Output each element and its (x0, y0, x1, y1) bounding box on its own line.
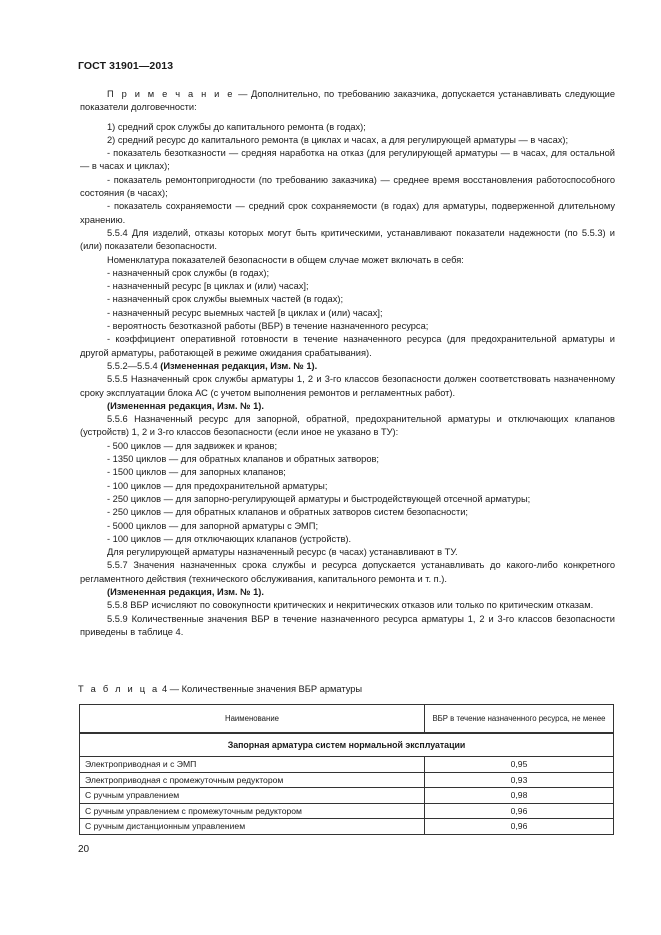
table-header-row (80, 705, 614, 734)
row-value: 0,96 (425, 819, 614, 835)
list-item: - 100 циклов — для отключающих клапанов (устройств). (107, 533, 352, 544)
row-name: С ручным управлением (80, 788, 425, 804)
paragraph: 5.5.6 Назначенный ресурс для запорной, обратной, предохранительной арматуры и отключающих клапанов (устройств) 1, 2 и 3-го классов безопасности (если иное не указано в ТУ): (80, 414, 615, 438)
list-item: - 250 циклов — для обратных клапанов и обратных затворов систем безопасности; (107, 507, 468, 518)
paragraph: - показатель сохраняемости — средний срок сохраняемости (в годах) для арматуры, подверженной длительному хранению. (80, 201, 615, 225)
list-item: - 500 циклов — для задвижек и кранов; (107, 440, 278, 451)
table-row (80, 772, 614, 788)
table-caption-label: Т а б л и ц а (78, 684, 160, 694)
amendment-note-text: (Измененная редакция, Изм. № 1). (107, 586, 264, 597)
list-item: - назначенный ресурс [в циклах и (или) часах]; (107, 281, 309, 292)
paragraph: - показатель безотказности — средняя наработка на отказ (для регулирующей арматуры — в часах, для остальной — в часах и циклах); (80, 148, 615, 172)
amendment-note (80, 586, 615, 599)
table-row (80, 757, 614, 773)
page-number: 20 (78, 844, 90, 855)
list-item: - 100 циклов — для предохранительной арматуры; (107, 480, 328, 491)
note-paragraph (80, 88, 615, 115)
column-header-value: ВБР в течение назначенного ресурса, не менее (425, 705, 614, 734)
paragraph: 5.5.8 ВБР исчисляют по совокупности критических и некритических отказов или только по критическим отказам. (107, 600, 594, 611)
list-item: - 250 циклов — для запорно-регулирующей арматуры и быстродействующей отсечной арматуры; (107, 493, 531, 504)
table-row (80, 788, 614, 804)
amendment-paragraph (80, 360, 615, 373)
amendment-note: (Измененная редакция, Изм. № 1). (160, 360, 318, 371)
note-text: — Дополнительно, по требованию заказчика, допускается устанавливать следующие показатели долговечности: (80, 89, 616, 113)
clause-range: 5.5.2—5.5.4 (107, 360, 161, 371)
row-name: С ручным дистанционным управлением (80, 819, 425, 835)
group-heading: Запорная арматура систем нормальной эксплуатации (80, 733, 614, 757)
document-header: ГОСТ 31901—2013 (78, 60, 174, 72)
table-row (80, 803, 614, 819)
list-item: - 5000 циклов — для запорной арматуры с ЭМП; (107, 520, 319, 531)
column-header-name: Наименование (80, 705, 425, 734)
body-text (80, 88, 615, 639)
row-value: 0,93 (425, 772, 614, 788)
paragraph: 5.5.5 Назначенный срок службы арматуры 1, 2 и 3-го классов безопасности должен соответствовать назначенному сроку эксплуатации блока АС (с учетом выполнения ремонтов и регламентных работ). (80, 374, 615, 398)
table-row (80, 819, 614, 835)
row-value: 0,95 (425, 757, 614, 773)
paragraph: 5.5.9 Количественные значения ВБР в течение назначенного ресурса арматуры 1, 2 и 3-го классов безопасности приведены в таблице 4. (80, 613, 615, 637)
reliability-table (79, 704, 614, 835)
list-item: - назначенный срок службы выемных частей (в годах); (107, 294, 344, 305)
row-value: 0,98 (425, 788, 614, 804)
paragraph: Номенклатура показателей безопасности в общем случае может включать в себя: (107, 254, 464, 265)
table-group-row (80, 733, 614, 757)
paragraph: 5.5.7 Значения назначенных срока службы и ресурса допускается устанавливать до какого-либо конкретного регламентного действия (технического обслуживания, капитального ремонта и т. п.). (80, 560, 615, 584)
table-caption (78, 684, 362, 694)
list-item: - коэффициент оперативной готовности в течение назначенного ресурса (для предохранительной арматуры и другой арматуры, работающей в режиме ожидания срабатывания). (80, 334, 615, 358)
row-name: С ручным управлением с промежуточным редуктором (80, 803, 425, 819)
note-label: П р и м е ч а н и е (107, 89, 235, 99)
list-item: - вероятность безотказной работы (ВБР) в течение назначенного ресурса; (107, 321, 429, 332)
amendment-note (80, 400, 615, 413)
amendment-note-text: (Измененная редакция, Изм. № 1). (107, 400, 264, 411)
paragraph: 2) средний ресурс до капитального ремонта (в циклах и часах, а для регулирующей арматуры — в часах); (107, 134, 569, 145)
row-name: Электроприводная с промежуточным редуктором (80, 772, 425, 788)
paragraph: Для регулирующей арматуры назначенный ресурс (в часах) устанавливают в ТУ. (107, 547, 458, 558)
row-name: Электроприводная и с ЭМП (80, 757, 425, 773)
list-item: - назначенный ресурс выемных частей [в циклах и (или) часах]; (107, 307, 383, 318)
paragraph: 5.5.4 Для изделий, отказы которых могут быть критическими, устанавливают показатели надежности (по 5.5.3) и (или) показатели безопасности. (80, 227, 615, 252)
paragraph: - показатель ремонтопригодности (по требованию заказчика) — среднее время восстановления работоспособного состояния (в часах); (80, 174, 615, 199)
list-item: - 1350 циклов — для обратных клапанов и обратных затворов; (107, 454, 380, 465)
list-item: - 1500 циклов — для запорных клапанов; (107, 467, 286, 478)
row-value: 0,96 (425, 803, 614, 819)
table-caption-text: 4 — Количественные значения ВБР арматуры (159, 684, 363, 694)
list-item: - назначенный срок службы (в годах); (107, 267, 270, 278)
paragraph: 1) средний срок службы до капитального ремонта (в годах); (107, 121, 366, 132)
